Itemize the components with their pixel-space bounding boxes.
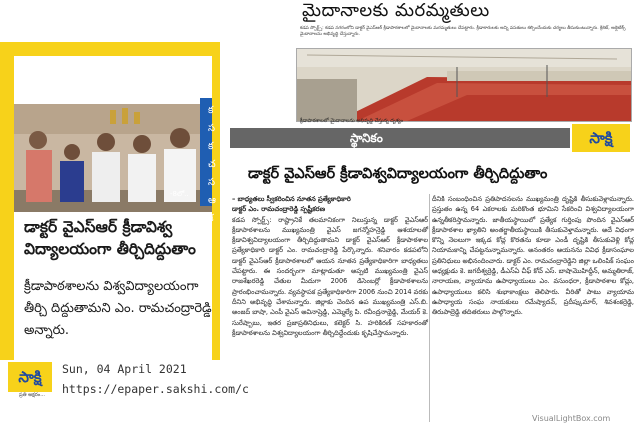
- column-divider: [429, 194, 430, 422]
- section-band: [230, 128, 570, 148]
- section-title: స్థానికం: [350, 131, 383, 145]
- watermark: VisualLightBox.com: [532, 414, 611, 423]
- stadium-photo-caption: క్రీడాపాఠశాలలో మైదానాలను అభివృద్ధి చేస్తున్న దృశ్యం: [300, 118, 404, 124]
- side-letter: శ: [208, 213, 214, 224]
- article-column-right: [432, 194, 634, 426]
- stadium-illustration: [297, 49, 631, 121]
- promo-card[interactable]: [0, 42, 249, 422]
- epaper-link[interactable]: https://epaper.sakshi.com/c: [62, 382, 249, 396]
- promo-footer: [0, 360, 249, 422]
- side-letter: స: [208, 123, 216, 134]
- sakshi-logo: సాక్షి: [8, 362, 52, 392]
- article-body: దీనికి సంబంధించిన ప్రతిపాదనలను ముఖ్యమంత్రి దృష్టికి తీసుకువెళ్లామన్నారు. ప్రస్తుతం ఉన్న 64 ఎకరాలకు మరికొంత భూమిని సేకరించి విశ్వవిద్యాలయంగా ఉన్నతీకరిస్తామన్నారు. జాతీయస్థాయిలో ప్రత్యేక గుర్తింపు పొందిన వైఎస్ఆర్ క్రీడాపాఠశాల ఖ్యాతిని అంతర్జాతీయస్థాయికి తీసుకువెళ్తామన్నారు. అదే విధంగా కొన్ని నెలలుగా ఇక్కడ కోచ్ల కొరతను కూడా ఎండీ దృష్టికి తీసుకువెళ్లి కోచ్ల నియామకాన్ని చేపట్టనున్నామన్నారు. అనంతరం ఆయనను వివిధ క్రీడాసంఘాల ప్రతినిధులు అభినందించారు. డాక్టర్ ఎం. రామచంద్రారెడ్డిని జిల్లా ఒలింపిక్ సంఘం అధ్యక్షుడు కె. జగదీశ్వర్రెడ్డి, డీఎస్ఏ చీఫ్ కోచ్ ఎస్. బాషామొహిద్దీన్, అమ్మతిరాజ్, నారాయణ, వ్యాయామ ఉపాధ్యాయులు ఎం. వసుంధరా, క్రీడాపాఠశాల కోచ్లు, ఉపాధ్యాయులు కలిసి శుభాకాంక్షలు తెలిపారు. వీరితో పాటు వ్యాయామ ఉపాధ్యాయ సంఘ నాయకులు రమేష్యాదవ్, ప్రదీప్కుమార్, శివశంకర్రెడ్డి, తిరుపాల్రెడ్డి తదితరులు పాల్గొన్నారు.: [432, 195, 634, 317]
- side-letter: చ: [208, 159, 216, 170]
- section-banner: [230, 124, 630, 154]
- stadium-photo: [296, 48, 632, 122]
- edition-date: Sun, 04 April 2021: [62, 362, 187, 376]
- side-letter: స: [208, 177, 216, 188]
- sakshi-logo: సాక్షి: [572, 124, 630, 152]
- promo-subtext: క్రీడాపాఠశాలను విశ్వవిద్యాలయంగా తీర్చి దిద్దుతామని ఎం. రామచంద్రారెడ్డి అన్నారు.: [24, 279, 212, 338]
- top-story-text: కడప స్పోర్ట్స్: కడప నగరంలోని డాక్టర్ వైఎస్ఆర్ క్రీడాపాఠశాలలో మైదానాలకు మరమ్మతులు చేపట్టారు. క్రీడాకారులకు అన్ని వసతులు కల్పించేందుకు చర్యలు తీసుకుంటున్నారు. క్రికెట్, అథ్లెటిక్స్ మైదానాలను అభివృద్ధి చేస్తున్నారు.: [300, 26, 626, 37]
- side-letter: క: [208, 105, 214, 116]
- top-story-headline: మైదానాలకు మరమ్మతులు: [302, 0, 490, 21]
- article-headline: డాక్టర్ వైఎస్ఆర్ క్రీడావిశ్వవిద్యాలయంగా తీర్చిదిద్దుతాం: [248, 166, 548, 182]
- group-photo-illustration: [14, 104, 220, 212]
- photo-tag: -8లో..: [170, 190, 189, 198]
- article-body: కడప స్పోర్ట్స్: రాష్ట్రానికే తలమానికంగా నిలుస్తున్న డాక్టర్ వైఎస్ఆర్ క్రీడాపాఠశాలను ముఖ్యమంత్రి వైఎస్ జగన్మోహన్రెడ్డి ఆశయాలతో క్రీడావిశ్వవిద్యాలయంగా తీర్చిదిద్దుతామని డాక్టర్ వైఎస్ఆర్ క్రీడాపాఠశాల ప్రత్యేకాధికారి డాక్టర్ ఎం. రామచంద్రారెడ్డి పేర్కొన్నారు. శనివారం కడపలోని డాక్టర్ వైఎస్ఆర్ క్రీడాపాఠశాలలో ఆయన నూతన ప్రత్యేకాధికారిగా బాధ్యతలు చేపట్టారు. ఈ సందర్భంగా మాట్లాడుతూ అప్పటి ముఖ్యమంత్రి వైఎస్ రాజశేఖరరెడ్డి చేతుల మీదుగా 2006 డిసెంబర్లో క్రీడాపాఠశాలను ప్రారంభించామన్నారు. వ్యవస్థాపక ప్రత్యేకాధికారిగా 2006 నుంచి 2014 వరకు దీనిని అభివృద్ధి చేశామన్నారు. జిల్లాకు చెందిన ఉప ముఖ్యమంత్రి ఎస్.బి. అంజద్ బాషా, ఎంపీ వైఎస్ అవినాష్రెడ్డి, ఎమ్మెల్యే పి. రవీంద్రనాథ్రెడ్డి, మేయర్ కె. సురేష్బాబు, ఇతర ప్రజాప్రతినిధులు, కలెక్టర్ సి. హరికిరణ్ సహకారంతో క్రీడాపాఠశాలను విశ్వవిద్యాలయంగా తీర్చిదిద్దేందుకు కృషిచేస్తామన్నారు.: [232, 215, 428, 337]
- article-column-left: [232, 194, 428, 426]
- promo-headline: డాక్టర్ వైఎస్ఆర్ క్రీడావిశ్వ విద్యాలయంగా తీర్చిదిద్దుతాం: [24, 218, 196, 258]
- promo-photo: [14, 104, 220, 212]
- article-lead: – బాధ్యతలు స్వీకరించిన నూతన ప్రత్యేకాధికారి: [232, 195, 351, 203]
- sakshi-logo-tagline: ప్రతి అక్షరం...: [19, 392, 45, 398]
- article-lead: డాక్టర్ ఎం. రామచంద్రారెడ్డి స్పష్టీకరణ: [232, 205, 326, 214]
- side-letter: క: [208, 141, 214, 152]
- side-letter: ఆ: [208, 195, 216, 206]
